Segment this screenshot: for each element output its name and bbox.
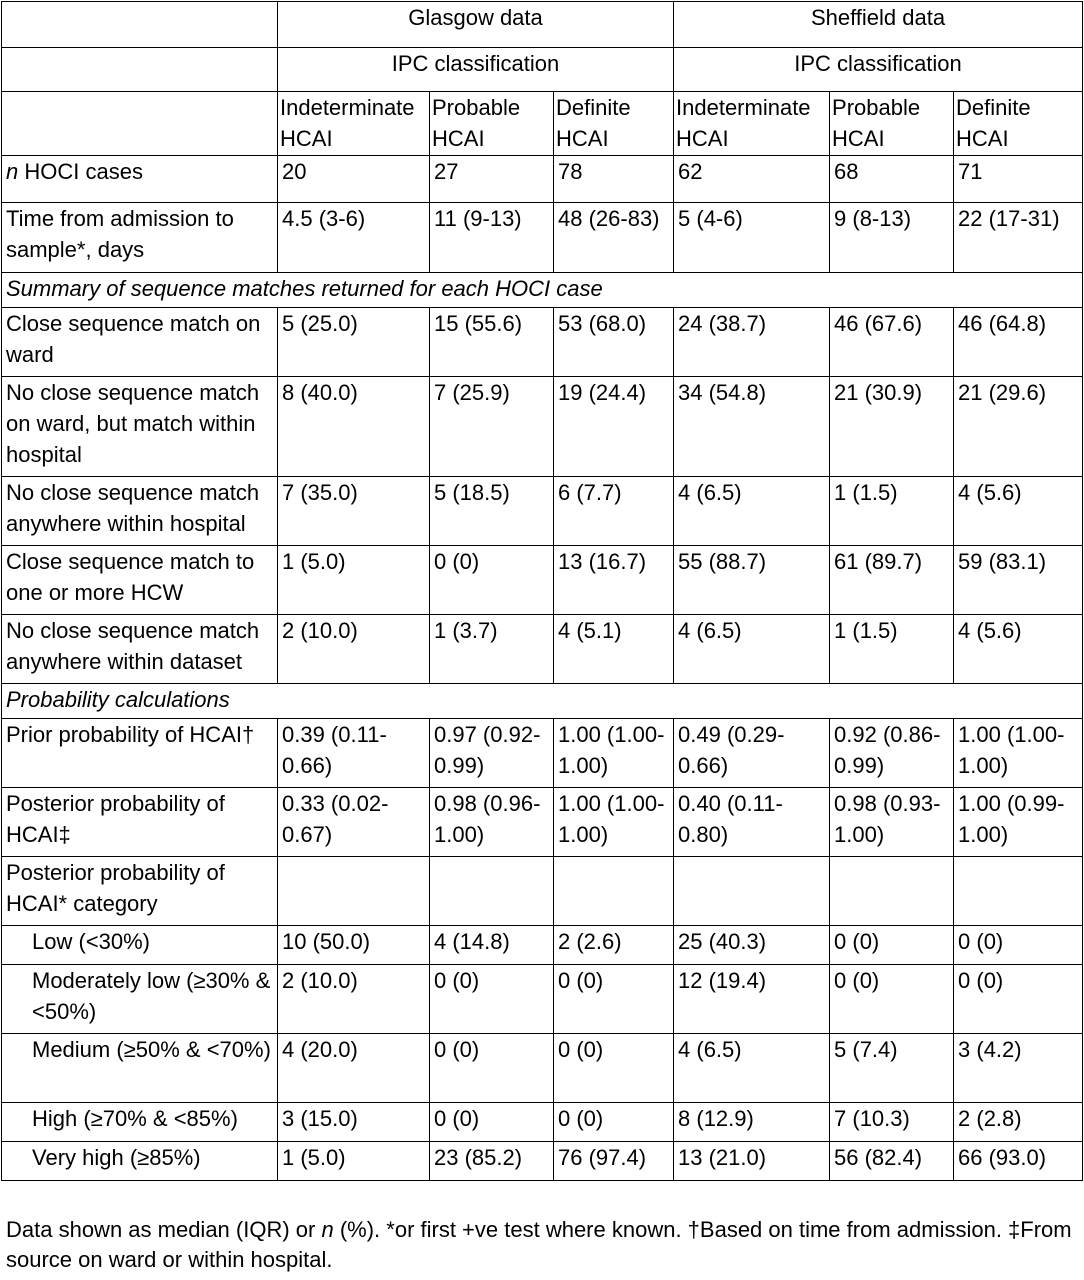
table-row xyxy=(2,857,1083,926)
table-cell: 0.98 (0.96-1.00) xyxy=(430,788,554,857)
table-cell: 12 (19.4) xyxy=(674,965,830,1034)
table-cell: 5 (7.4) xyxy=(830,1034,954,1103)
table-cell: 4 (6.5) xyxy=(674,1034,830,1103)
table-cell: 4 (20.0) xyxy=(278,1034,430,1103)
table-cell: 13 (16.7) xyxy=(554,546,674,615)
table-cell: 1.00 (0.99-1.00) xyxy=(954,788,1083,857)
header-empty-cell xyxy=(2,48,278,92)
table-cell xyxy=(830,857,954,926)
table-cell: 2 (2.8) xyxy=(954,1103,1083,1142)
table-row xyxy=(2,788,1083,857)
row-label: Prior probability of HCAI† xyxy=(2,719,278,788)
row-label: Medium (≥50% & <70%) xyxy=(2,1034,278,1103)
table-cell: 10 (50.0) xyxy=(278,926,430,965)
table-cell: 1 (1.5) xyxy=(830,615,954,684)
table-cell: 4 (5.1) xyxy=(554,615,674,684)
table-row xyxy=(2,719,1083,788)
table-cell: 24 (38.7) xyxy=(674,308,830,377)
table-row xyxy=(2,1142,1083,1181)
table-cell: 0 (0) xyxy=(554,1034,674,1103)
table-cell: 2 (10.0) xyxy=(278,965,430,1034)
sheffield-ipc-header: IPC classification xyxy=(674,48,1083,92)
table-cell: 78 xyxy=(554,156,674,203)
row-label: No close sequence match anywhere within dataset xyxy=(2,615,278,684)
table-row xyxy=(2,1034,1083,1103)
section-row xyxy=(2,684,1083,719)
table-cell: 71 xyxy=(954,156,1083,203)
table-row xyxy=(2,965,1083,1034)
table-cell: 0 (0) xyxy=(830,965,954,1034)
col-header-sheffield-indeterminate: Indeterminate HCAI xyxy=(674,92,830,156)
header-empty-cell xyxy=(2,2,278,48)
table-cell: 7 (25.9) xyxy=(430,377,554,477)
table-row xyxy=(2,156,1083,203)
table-cell: 0 (0) xyxy=(554,1103,674,1142)
row-label: Close sequence match to one or more HCW xyxy=(2,546,278,615)
table-cell: 6 (7.7) xyxy=(554,477,674,546)
col-header-sheffield-definite: Definite HCAI xyxy=(954,92,1083,156)
section-heading-probability: Probability calculations xyxy=(2,684,1083,719)
table-cell xyxy=(954,857,1083,926)
table-cell: 20 xyxy=(278,156,430,203)
table-cell: 0.39 (0.11-0.66) xyxy=(278,719,430,788)
table-cell: 4.5 (3-6) xyxy=(278,203,430,273)
table-cell: 3 (4.2) xyxy=(954,1034,1083,1103)
table-cell: 4 (6.5) xyxy=(674,477,830,546)
table-cell: 0 (0) xyxy=(830,926,954,965)
table-cell: 8 (40.0) xyxy=(278,377,430,477)
table-cell: 0.98 (0.93-1.00) xyxy=(830,788,954,857)
table-cell: 21 (29.6) xyxy=(954,377,1083,477)
table-cell: 4 (5.6) xyxy=(954,477,1083,546)
table-cell: 0 (0) xyxy=(954,926,1083,965)
glasgow-ipc-header: IPC classification xyxy=(278,48,674,92)
table-row xyxy=(2,615,1083,684)
hoci-table xyxy=(1,1,1083,1181)
table-cell: 23 (85.2) xyxy=(430,1142,554,1181)
col-header-glasgow-definite: Definite HCAI xyxy=(554,92,674,156)
table-cell: 34 (54.8) xyxy=(674,377,830,477)
table-cell: 21 (30.9) xyxy=(830,377,954,477)
table-cell: 0.49 (0.29-0.66) xyxy=(674,719,830,788)
table-cell: 27 xyxy=(430,156,554,203)
table-cell: 1 (5.0) xyxy=(278,1142,430,1181)
table-cell: 25 (40.3) xyxy=(674,926,830,965)
section-row xyxy=(2,273,1083,308)
row-label: High (≥70% & <85%) xyxy=(2,1103,278,1142)
table-cell: 13 (21.0) xyxy=(674,1142,830,1181)
table-cell: 4 (5.6) xyxy=(954,615,1083,684)
table-cell: 7 (10.3) xyxy=(830,1103,954,1142)
table-cell: 61 (89.7) xyxy=(830,546,954,615)
col-header-glasgow-probable: Probable HCAI xyxy=(430,92,554,156)
table-cell: 53 (68.0) xyxy=(554,308,674,377)
table-cell: 2 (10.0) xyxy=(278,615,430,684)
table-cell: 11 (9-13) xyxy=(430,203,554,273)
table-cell: 1 (1.5) xyxy=(830,477,954,546)
row-label: Posterior probability of HCAI‡ xyxy=(2,788,278,857)
table-cell: 0 (0) xyxy=(430,1103,554,1142)
glasgow-header: Glasgow data xyxy=(278,2,674,48)
table-cell: 1.00 (1.00-1.00) xyxy=(554,788,674,857)
table-cell: 1.00 (1.00-1.00) xyxy=(954,719,1083,788)
table-cell: 0.33 (0.02-0.67) xyxy=(278,788,430,857)
sheffield-header: Sheffield data xyxy=(674,2,1083,48)
table-cell: 9 (8-13) xyxy=(830,203,954,273)
table-footnote: Data shown as median (IQR) or n (%). *or first +ve test where known. †Based on time from admission. ‡From source on ward or within hospital. xyxy=(6,1217,1072,1272)
table-cell: 0.92 (0.86-0.99) xyxy=(830,719,954,788)
table-cell: 1 (3.7) xyxy=(430,615,554,684)
table-cell: 59 (83.1) xyxy=(954,546,1083,615)
table-cell: 62 xyxy=(674,156,830,203)
table-row xyxy=(2,1103,1083,1142)
row-label: No close sequence match anywhere within hospital xyxy=(2,477,278,546)
table-cell xyxy=(554,857,674,926)
table-row xyxy=(2,546,1083,615)
row-label: Close sequence match on ward xyxy=(2,308,278,377)
row-label: n HOCI cases xyxy=(2,156,278,203)
table-cell: 2 (2.6) xyxy=(554,926,674,965)
table-cell: 0.40 (0.11-0.80) xyxy=(674,788,830,857)
table-cell xyxy=(674,857,830,926)
table-row xyxy=(2,308,1083,377)
table-cell: 46 (64.8) xyxy=(954,308,1083,377)
table-cell: 0 (0) xyxy=(430,965,554,1034)
table-cell xyxy=(430,857,554,926)
col-header-glasgow-indeterminate: Indeterminate HCAI xyxy=(278,92,430,156)
table-row xyxy=(2,926,1083,965)
table-row xyxy=(2,477,1083,546)
table-cell: 1 (5.0) xyxy=(278,546,430,615)
table-row xyxy=(2,203,1083,273)
table-cell: 22 (17-31) xyxy=(954,203,1083,273)
table-cell: 7 (35.0) xyxy=(278,477,430,546)
table-cell: 3 (15.0) xyxy=(278,1103,430,1142)
table-cell: 76 (97.4) xyxy=(554,1142,674,1181)
table-cell: 55 (88.7) xyxy=(674,546,830,615)
header-empty-cell xyxy=(2,92,278,156)
table-cell: 19 (24.4) xyxy=(554,377,674,477)
table-cell: 46 (67.6) xyxy=(830,308,954,377)
table-cell: 56 (82.4) xyxy=(830,1142,954,1181)
table-cell: 8 (12.9) xyxy=(674,1103,830,1142)
table-cell: 5 (4-6) xyxy=(674,203,830,273)
table-cell: 5 (18.5) xyxy=(430,477,554,546)
row-label: Low (<30%) xyxy=(2,926,278,965)
section-heading-matches: Summary of sequence matches returned for each HOCI case xyxy=(2,273,1083,308)
table-cell: 4 (14.8) xyxy=(430,926,554,965)
table-cell: 0 (0) xyxy=(554,965,674,1034)
table-cell: 0.97 (0.92-0.99) xyxy=(430,719,554,788)
row-label: Time from admission to sample*, days xyxy=(2,203,278,273)
table-cell: 4 (6.5) xyxy=(674,615,830,684)
table-cell: 48 (26-83) xyxy=(554,203,674,273)
table-cell xyxy=(278,857,430,926)
row-label: Moderately low (≥30% & <50%) xyxy=(2,965,278,1034)
table-cell: 0 (0) xyxy=(954,965,1083,1034)
row-label: Posterior probability of HCAI* category xyxy=(2,857,278,926)
table-row xyxy=(2,377,1083,477)
table-cell: 66 (93.0) xyxy=(954,1142,1083,1181)
table-cell: 1.00 (1.00-1.00) xyxy=(554,719,674,788)
col-header-sheffield-probable: Probable HCAI xyxy=(830,92,954,156)
row-label: No close sequence match on ward, but match within hospital xyxy=(2,377,278,477)
row-label: Very high (≥85%) xyxy=(2,1142,278,1181)
table-cell: 68 xyxy=(830,156,954,203)
table-cell: 15 (55.6) xyxy=(430,308,554,377)
table-cell: 5 (25.0) xyxy=(278,308,430,377)
table-cell: 0 (0) xyxy=(430,546,554,615)
table-cell: 0 (0) xyxy=(430,1034,554,1103)
